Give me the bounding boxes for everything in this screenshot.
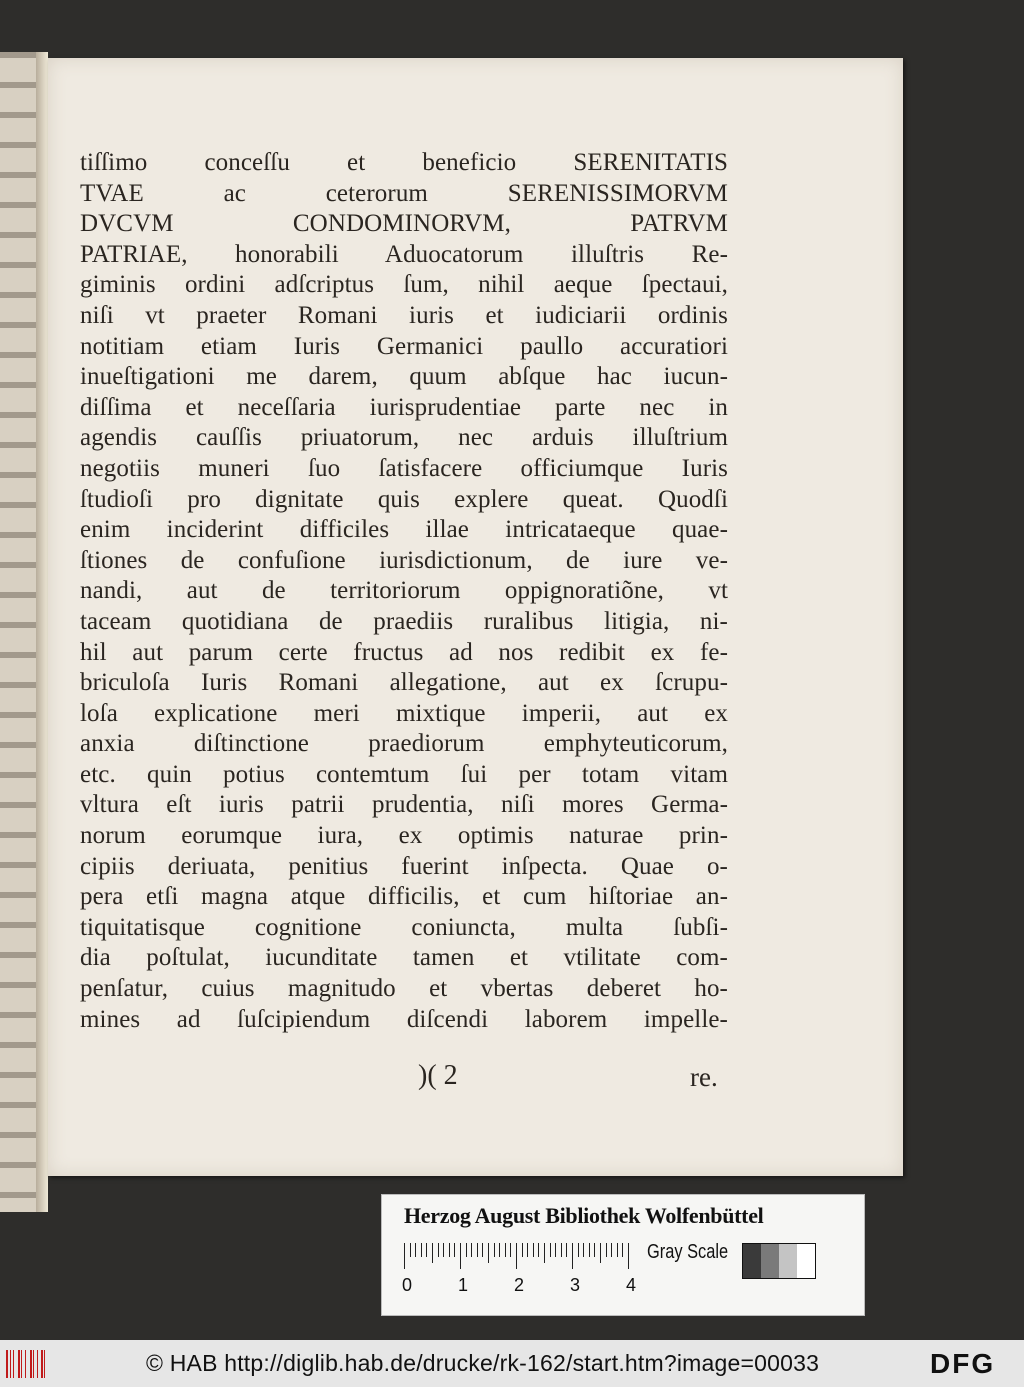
text-line: loſa explicatione meri mixtique imperii, aut ex — [80, 699, 728, 727]
barcode-bar — [18, 1350, 20, 1378]
library-title: Herzog August Bibliothek Wolfenbüttel — [404, 1203, 764, 1228]
ruler-number: 3 — [570, 1275, 581, 1295]
gray-swatch — [761, 1244, 779, 1278]
library-label — [381, 1194, 865, 1316]
barcode-bar — [30, 1350, 32, 1378]
text-line: notitiam etiam Iuris Germanici paullo accuratiori — [80, 332, 728, 360]
barcode-bar — [25, 1350, 26, 1378]
ruler-number: 2 — [514, 1275, 525, 1295]
barcode-bar — [6, 1350, 8, 1378]
ruler-tick — [516, 1243, 517, 1269]
ruler-tick — [533, 1243, 534, 1257]
text-line: TVAE ac ceterorum SERENISSIMORVM — [80, 179, 728, 207]
text-line: enim inciderint difficiles illae intricataeque quae- — [80, 516, 728, 544]
barcode-bar — [41, 1350, 43, 1378]
ruler-tick — [438, 1243, 439, 1257]
signature-mark: )( 2 — [418, 1060, 458, 1091]
ruler-tick — [561, 1243, 562, 1257]
text-line: DVCVM CONDOMINORVM, PATRVM — [80, 210, 728, 238]
text-line: diſſima et neceſſaria iurisprudentiae parte nec in — [80, 393, 728, 421]
barcode-bar — [33, 1350, 34, 1378]
ruler-tick — [410, 1243, 411, 1257]
ruler-number: 0 — [402, 1275, 413, 1295]
ruler-tick — [471, 1243, 472, 1257]
text-line: briculoſa Iuris Romani allegatione, aut ex ſcrupu- — [80, 669, 728, 697]
ruler-tick — [404, 1243, 405, 1269]
text-line: agendis cauſſis priuatorum, nec arduis illuſtrium — [80, 424, 728, 452]
text-line: tiſſimo conceſſu et beneficio SERENITATIS — [80, 149, 728, 176]
ruler-tick — [600, 1243, 601, 1263]
ruler-tick — [482, 1243, 483, 1257]
text-line: cipiis deriuata, penitius fuerint inſpecta. Quae o- — [80, 852, 728, 880]
ruler-number: 1 — [458, 1275, 469, 1295]
text-line: dia poſtulat, iucunditate tamen et vtilitate com- — [80, 944, 728, 972]
ruler-tick — [477, 1243, 478, 1257]
ruler-tick — [550, 1243, 551, 1257]
text-line: niſi vt praeter Romani iuris et iudiciarii ordinis — [80, 301, 728, 329]
ruler-tick — [415, 1243, 416, 1257]
ruler-tick — [544, 1243, 545, 1263]
text-line: negotiis muneri ſuo ſatisfacere officiumque Iuris — [80, 454, 728, 482]
ruler-tick — [522, 1243, 523, 1257]
scale-ruler — [404, 1243, 632, 1271]
barcode-icon — [6, 1350, 48, 1378]
ruler-tick — [510, 1243, 511, 1257]
text-line: ſtiones de confuſione iurisdictionum, de iure ve- — [80, 546, 728, 574]
catchword: re. — [690, 1062, 718, 1092]
text-line: etc. quin potius contemtum ſui per totam vitam — [80, 760, 728, 788]
gray-scale-swatch — [742, 1243, 816, 1279]
text-line: inueſtigationi me darem, quum abſque hac iucun- — [80, 363, 728, 391]
text-line: tiquitatisque cognitione coniuncta, multa ſubſi- — [80, 913, 728, 941]
gray-swatch — [797, 1244, 815, 1278]
ruler-tick — [611, 1243, 612, 1257]
ruler-tick — [505, 1243, 506, 1257]
text-line: hil aut parum certe fructus ad nos redibit ex fe- — [80, 638, 728, 666]
ruler-tick — [538, 1243, 539, 1257]
ruler-tick — [499, 1243, 500, 1257]
text-line: penſatur, cuius magnitudo et vbertas deberet ho- — [80, 975, 728, 1003]
ruler-tick — [589, 1243, 590, 1257]
barcode-bar — [10, 1350, 11, 1378]
text-line: anxia diſtinctione praediorum emphyteuticorum, — [80, 730, 728, 758]
text-line: ſtudioſi pro dignitate quis explere queat. Quodſi — [80, 485, 728, 513]
text-line: norum eorumque iura, ex optimis naturae prin- — [80, 822, 728, 850]
text-line: nandi, aut de territoriorum oppignoratiõne, vt — [80, 577, 728, 605]
copyright-link[interactable]: © HAB http://diglib.hab.de/drucke/rk-162/start.htm?image=00033 — [146, 1350, 820, 1376]
dfg-logo: DFG — [930, 1348, 996, 1379]
previous-page-fold — [36, 52, 48, 1212]
barcode-bar — [21, 1350, 22, 1378]
ruler-number: 4 — [626, 1275, 637, 1295]
ruler-tick — [454, 1243, 455, 1257]
ruler-tick — [460, 1243, 461, 1269]
ruler-tick — [426, 1243, 427, 1257]
ruler-tick — [622, 1243, 623, 1257]
barcode-bar — [37, 1350, 38, 1378]
gray-swatch — [743, 1244, 761, 1278]
ruler-tick — [494, 1243, 495, 1257]
ruler-tick — [578, 1243, 579, 1257]
ruler-tick — [432, 1243, 433, 1263]
ruler-tick — [527, 1243, 528, 1257]
page-text — [80, 148, 728, 1035]
text-line: pera etſi magna atque difficilis, et cum hiſtoriae an- — [80, 883, 728, 911]
ruler-tick — [466, 1243, 467, 1257]
barcode-bar — [13, 1350, 14, 1378]
ruler-tick — [617, 1243, 618, 1257]
ruler-numbers — [398, 1275, 658, 1301]
ruler-tick — [628, 1243, 629, 1269]
ruler-tick — [572, 1243, 573, 1269]
barcode-bar — [44, 1350, 45, 1378]
gray-scale-label: Gray Scale — [647, 1241, 729, 1263]
text-line: vltura eſt iuris patrii prudentia, niſi mores Germa- — [80, 791, 728, 819]
ruler-tick — [488, 1243, 489, 1263]
ruler-tick — [449, 1243, 450, 1257]
ruler-tick — [583, 1243, 584, 1257]
viewer-footer — [0, 1340, 1024, 1387]
text-line: mines ad ſuſcipiendum diſcendi laborem impelle- — [80, 1005, 728, 1033]
ruler-tick — [555, 1243, 556, 1257]
ruler-tick — [594, 1243, 595, 1257]
ruler-tick — [443, 1243, 444, 1257]
ruler-tick — [606, 1243, 607, 1257]
ruler-tick — [566, 1243, 567, 1257]
text-line: taceam quotidiana de praediis ruralibus litigia, ni- — [80, 607, 728, 635]
ruler-tick — [421, 1243, 422, 1257]
text-line: PATRIAE, honorabili Aduocatorum illuſtris Re- — [80, 240, 728, 268]
gray-swatch — [779, 1244, 797, 1278]
text-line: giminis ordini adſcriptus ſum, nihil aeque ſpectaui, — [80, 271, 728, 299]
